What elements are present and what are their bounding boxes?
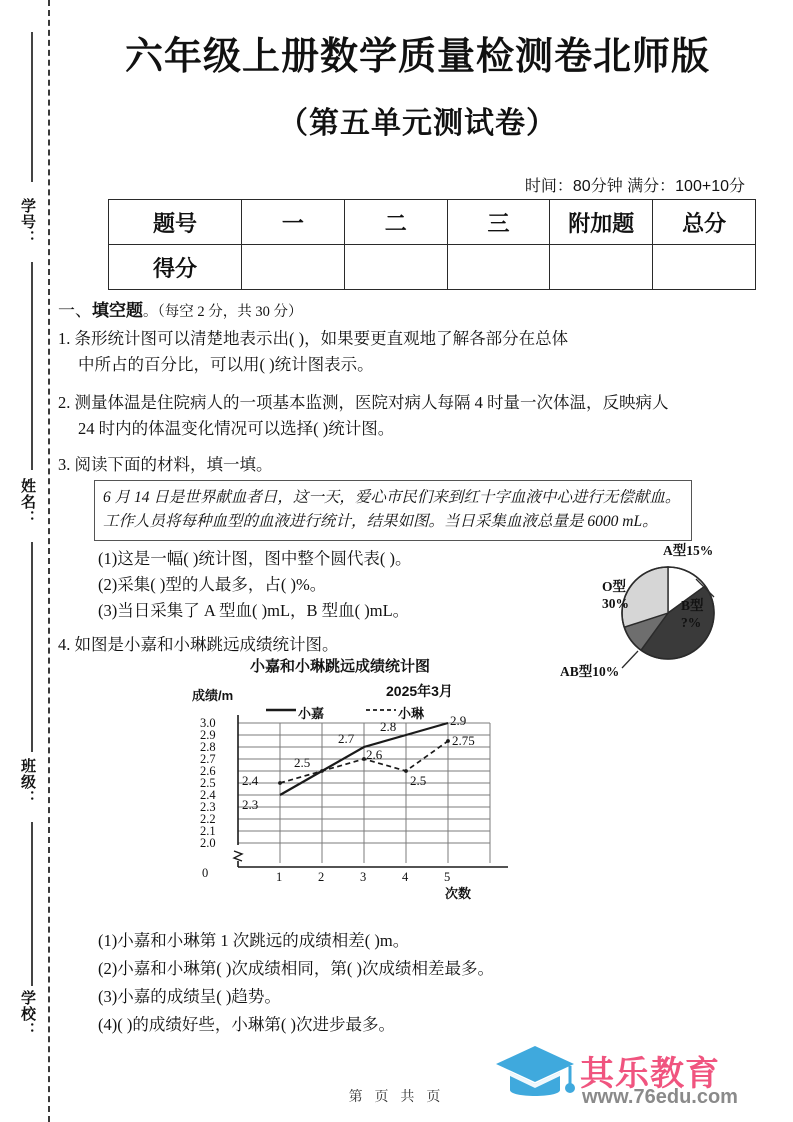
score-table-header-cell: 题号: [109, 200, 242, 245]
x-tick-5: 5: [444, 870, 451, 884]
y-tick-2-7: 2.7: [200, 752, 216, 766]
table-row: [109, 245, 756, 290]
section-points: 。（每空 2 分，共 30 分）: [143, 304, 303, 320]
value-label-xiaojia-1: 2.3: [242, 797, 259, 812]
y-tick-2-9: 2.9: [200, 728, 216, 742]
y-tick-2-3: 2.3: [200, 800, 216, 814]
y-tick-2-8: 2.8: [200, 740, 216, 754]
value-label-xiaojia-4: 2.8: [380, 719, 397, 734]
chart-title: 小嘉和小琳跳远成绩统计图: [249, 658, 430, 675]
chart-x-axis-label: 次数: [445, 886, 472, 901]
question-4-sub-4: (4)( )的成绩好些，小琳第( )次进步最多。: [98, 1015, 395, 1034]
question-4-sub-3: (3)小嘉的成绩呈( )趋势。: [98, 987, 281, 1006]
logo-brand-text: 其乐教育: [580, 1055, 720, 1093]
cut-dashed-line: [48, 0, 50, 1122]
value-label-xiaojia-3: 2.7: [338, 731, 355, 746]
question-3-sub-3: (3)当日采集了 A 型血( )mL，B 型血( )mL。: [98, 601, 410, 620]
question-1-line-1: 1. 条形统计图可以清楚地表示出( )，如果要更直观地了解各部分在总体: [58, 329, 569, 348]
question-3-material-box: [94, 480, 692, 541]
score-table-header-cell: 三: [447, 200, 550, 245]
exam-meta-info: 时间：80分钟 满分：100+10分: [524, 178, 745, 195]
section-number: 一、: [58, 301, 92, 320]
question-3-heading: 3. 阅读下面的材料，填一填。: [58, 455, 273, 474]
y-tick-2-4: 2.4: [200, 788, 216, 802]
score-input-cell[interactable]: [447, 245, 550, 290]
material-line-1: 6 月 14 日是世界献血者日，这一天，爱心市民们来到红十字血液中心进行无偿献血。: [103, 489, 681, 506]
chart-y-axis-label: 成绩/m: [192, 688, 234, 703]
y-tick-0: 0: [202, 866, 209, 880]
margin-rule-2: [31, 262, 33, 470]
jump-score-line-chart: [190, 655, 520, 905]
x-tick-1: 1: [276, 870, 283, 884]
pie-label-b-name: B型: [681, 598, 704, 613]
value-label-xiaolin-3: 2.6: [366, 747, 383, 762]
page-title: 六年级上册数学质量检测卷北师版: [124, 36, 710, 78]
pie-label-o-name: O型: [602, 579, 627, 594]
margin-column: [0, 0, 48, 1122]
value-label-xiaojia-2: 2.5: [294, 755, 311, 770]
axis-break-marker: [234, 851, 242, 861]
section-title: 填空题: [92, 301, 143, 320]
page-footer: 第 页 共 页: [348, 1088, 445, 1104]
score-input-cell[interactable]: [344, 245, 447, 290]
chart-date-label: 2025年3月: [386, 683, 453, 699]
question-4-sub-2: (2)小嘉和小琳第( )次成绩相同，第( )次成绩相差最多。: [98, 959, 494, 978]
blood-type-pie-chart: [560, 535, 790, 679]
margin-label-student-id: 学号：: [19, 198, 36, 246]
score-table: [108, 199, 756, 290]
margin-label-school: 学校：: [19, 990, 36, 1038]
pie-label-b: [681, 597, 704, 631]
pie-label-b-value: ?%: [681, 615, 702, 630]
x-tick-3: 3: [360, 870, 367, 884]
y-tick-2-5: 2.5: [200, 776, 216, 790]
value-label-xiaolin-4: 2.5: [410, 773, 427, 788]
line-chart-svg: [190, 655, 520, 905]
page-subtitle: （第五单元测试卷）: [278, 107, 557, 140]
score-table-header-cell: 附加题: [550, 200, 653, 245]
y-tick-2-6: 2.6: [200, 764, 216, 778]
section-heading: [58, 296, 303, 321]
score-table-label-cell: 得分: [109, 245, 242, 290]
margin-label-class: 班级：: [19, 758, 36, 806]
margin-rule-3: [31, 542, 33, 752]
value-label-xiaolin-1: 2.4: [242, 773, 259, 788]
legend-item-xiaolin: 小琳: [398, 706, 425, 721]
question-3-sub-2: (2)采集( )型的人最多，占( )%。: [98, 575, 327, 594]
pie-label-a: A型15%: [663, 543, 714, 558]
question-4-sub-1: (1)小嘉和小琳第 1 次跳远的成绩相差( )m。: [98, 931, 410, 950]
pie-label-ab: AB型10%: [560, 664, 620, 679]
margin-label-name: 姓名：: [19, 478, 36, 526]
question-2-line-2: 24 时内的体温变化情况可以选择( )统计图。: [78, 419, 395, 438]
question-4-heading: 4. 如图是小嘉和小琳跳远成绩统计图。: [58, 635, 339, 654]
value-label-xiaojia-5: 2.9: [450, 713, 467, 728]
value-label-xiaolin-5: 2.75: [452, 733, 475, 748]
y-tick-2-1: 2.1: [200, 824, 216, 838]
logo-website-url: www.76edu.com: [582, 1086, 738, 1108]
score-table-header-cell: 二: [344, 200, 447, 245]
table-row: [109, 200, 756, 245]
question-2-line-1: 2. 测量体温是住院病人的一项基本监测，医院对病人每隔 4 时量一次体温，反映病人: [58, 393, 669, 412]
score-table-header-cell: 一: [242, 200, 345, 245]
pie-label-o: [602, 578, 629, 612]
margin-rule-4: [31, 822, 33, 986]
question-1-line-2: 中所占的百分比，可以用( )统计图表示。: [78, 355, 374, 374]
pie-leader-ab: [622, 651, 638, 668]
legend-item-xiaojia: 小嘉: [298, 706, 325, 721]
x-tick-2: 2: [318, 870, 325, 884]
score-table-header-cell: 总分: [653, 200, 756, 245]
score-input-cell[interactable]: [653, 245, 756, 290]
y-tick-3-0: 3.0: [200, 716, 216, 730]
x-tick-4: 4: [402, 870, 409, 884]
margin-rule-1: [31, 32, 33, 182]
pie-label-o-value: 30%: [602, 596, 629, 611]
question-3-sub-1: (1)这是一幅( )统计图，图中整个圆代表( )。: [98, 549, 412, 568]
y-tick-2-0: 2.0: [200, 836, 216, 850]
y-tick-2-2: 2.2: [200, 812, 216, 826]
material-line-2: 工作人员将每种血型的血液进行统计，结果如图。当日采集血液总量是 6000 mL。: [103, 513, 658, 530]
score-input-cell[interactable]: [550, 245, 653, 290]
score-input-cell[interactable]: [242, 245, 345, 290]
